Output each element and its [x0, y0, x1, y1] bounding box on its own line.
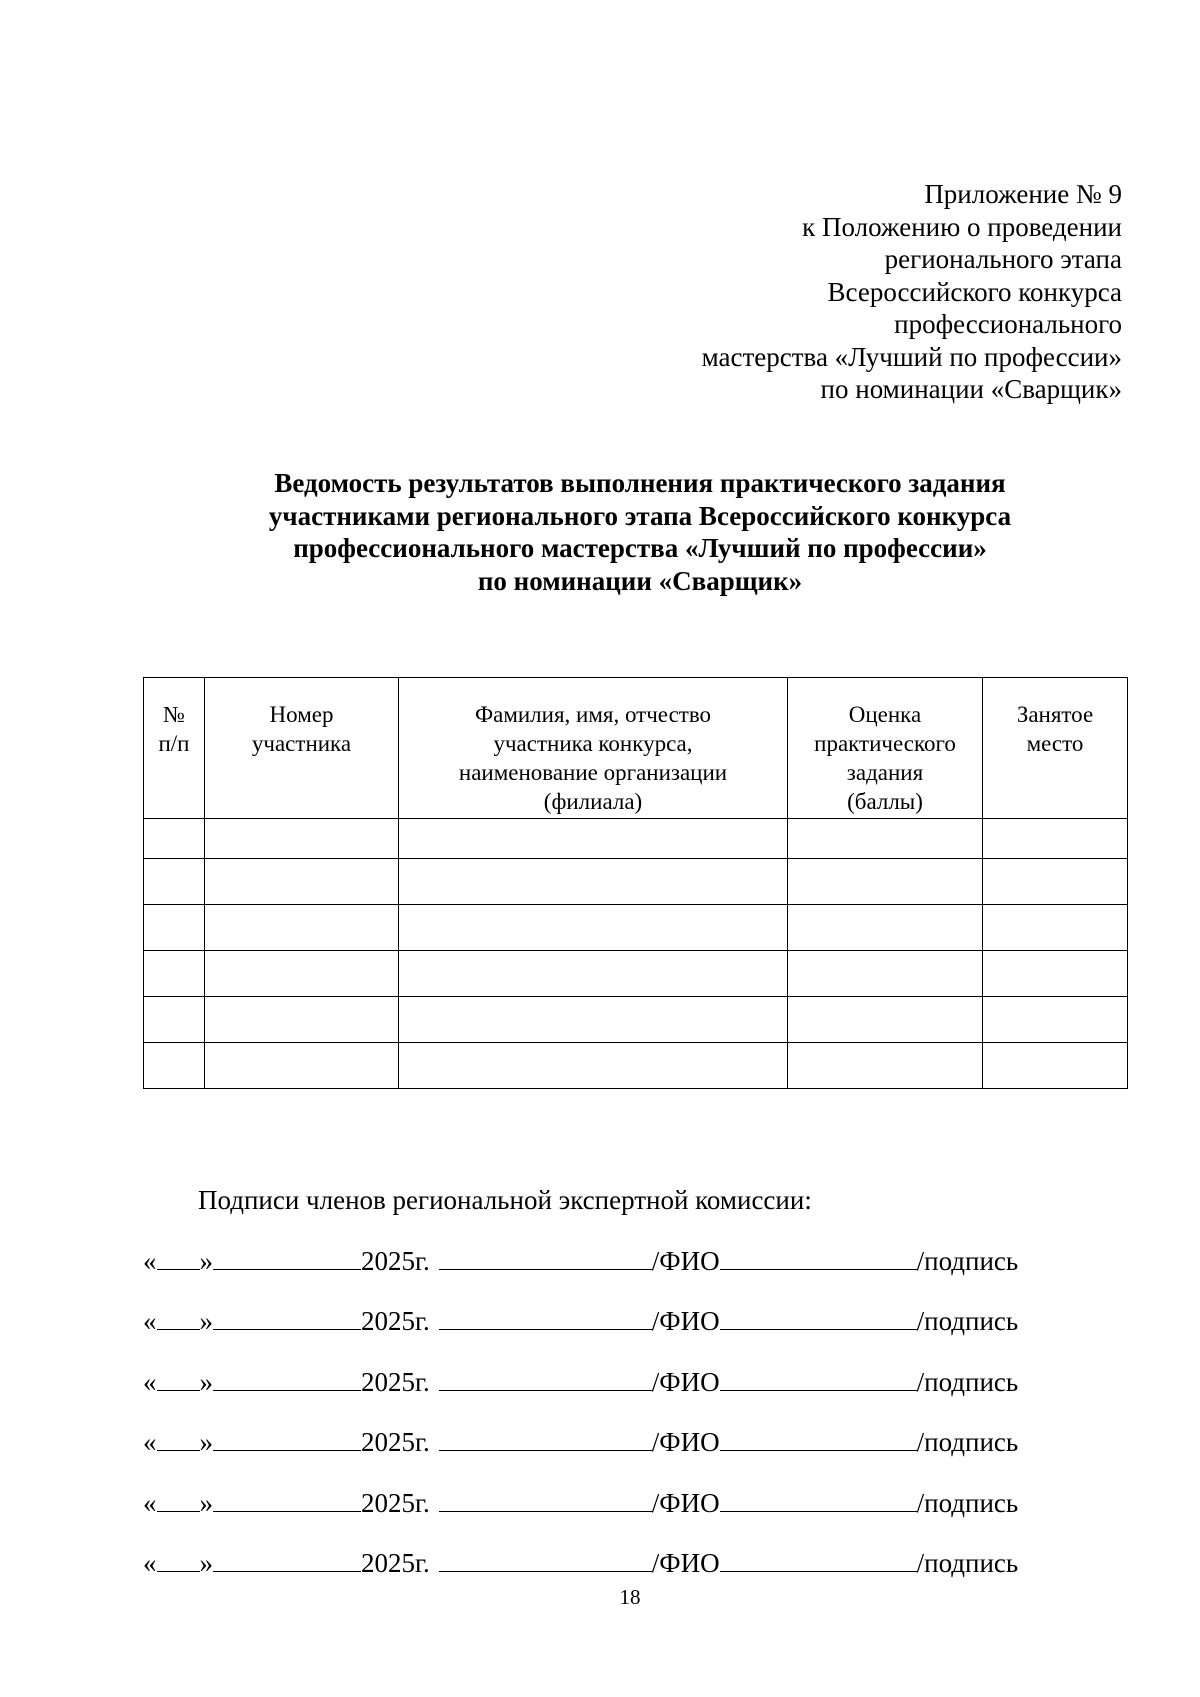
header-participant-name: Фамилия, имя, отчество участника конкурса, наименование организации (филиала): [399, 678, 788, 819]
signature-label: /подпись: [916, 1246, 1019, 1276]
table-cell[interactable]: [983, 951, 1128, 997]
open-quote: «: [143, 1548, 157, 1578]
day-blank[interactable]: [157, 1547, 200, 1572]
title-line: Ведомость результатов выполнения практического задания: [274, 468, 1006, 498]
table-header-row: [144, 678, 1128, 819]
fio-label: /ФИО: [651, 1487, 720, 1518]
table-cell[interactable]: [205, 859, 399, 905]
open-quote: «: [143, 1306, 157, 1337]
table-cell[interactable]: [144, 951, 205, 997]
title-line: участниками регионального этапа Всероссийского конкурса: [268, 500, 1012, 531]
signature-line: [143, 1487, 1127, 1527]
signature-blank[interactable]: [720, 1366, 917, 1391]
fio-label: /ФИО: [651, 1548, 720, 1578]
day-blank[interactable]: [157, 1487, 200, 1512]
close-quote: »: [199, 1427, 213, 1458]
signature-blank[interactable]: [720, 1245, 917, 1270]
table-cell[interactable]: [144, 997, 205, 1043]
table-cell[interactable]: [399, 819, 788, 859]
fio-label: /ФИО: [651, 1306, 720, 1337]
year-label: 2025г.: [361, 1306, 430, 1337]
year-label: 2025г.: [361, 1366, 430, 1397]
title-line: по номинации «Сварщик»: [477, 565, 803, 596]
appendix-line: к Положению о проведении: [802, 211, 1122, 242]
appendix-line: профессионального: [894, 309, 1122, 339]
table-row: [144, 1043, 1128, 1089]
page-number: 18: [619, 1585, 641, 1609]
document-title: [140, 467, 1140, 597]
fio-label: /ФИО: [651, 1366, 720, 1397]
name-blank[interactable]: [439, 1245, 652, 1270]
table-cell[interactable]: [788, 951, 983, 997]
header-participant-number: Номер участника: [205, 678, 399, 819]
table-cell[interactable]: [399, 859, 788, 905]
year-label: 2025г.: [361, 1246, 430, 1276]
table-row: [144, 905, 1128, 951]
table-cell[interactable]: [205, 951, 399, 997]
signature-blank[interactable]: [720, 1547, 917, 1572]
month-blank[interactable]: [213, 1305, 361, 1330]
day-blank[interactable]: [157, 1245, 200, 1270]
close-quote: »: [199, 1548, 213, 1578]
appendix-line: по номинации «Сварщик»: [820, 374, 1122, 404]
day-blank[interactable]: [157, 1426, 200, 1451]
open-quote: «: [143, 1246, 157, 1276]
year-label: 2025г.: [361, 1548, 430, 1578]
appendix-line: регионального этапа: [884, 244, 1122, 274]
name-blank[interactable]: [439, 1547, 652, 1572]
signature-line: [143, 1366, 1127, 1406]
day-blank[interactable]: [157, 1366, 200, 1391]
month-blank[interactable]: [213, 1366, 361, 1391]
signatures-heading: Подписи членов региональной экспертной комиссии:: [198, 1185, 812, 1215]
table-row: [144, 951, 1128, 997]
open-quote: «: [143, 1427, 157, 1458]
table-cell[interactable]: [788, 1043, 983, 1089]
month-blank[interactable]: [213, 1426, 361, 1451]
signature-label: /подпись: [916, 1427, 1019, 1458]
table-row: [144, 997, 1128, 1043]
signature-line: [143, 1547, 1127, 1587]
close-quote: »: [199, 1246, 213, 1276]
appendix-line: Приложение № 9: [924, 179, 1122, 209]
day-blank[interactable]: [157, 1305, 200, 1330]
header-number: № п/п: [144, 678, 205, 819]
name-blank[interactable]: [439, 1366, 652, 1391]
name-blank[interactable]: [439, 1487, 652, 1512]
signature-blank[interactable]: [720, 1426, 917, 1451]
month-blank[interactable]: [213, 1547, 361, 1572]
table-cell[interactable]: [788, 997, 983, 1043]
table-cell[interactable]: [205, 1043, 399, 1089]
table-row: [144, 859, 1128, 905]
name-blank[interactable]: [439, 1305, 652, 1330]
table-cell[interactable]: [144, 819, 205, 859]
signature-line: [143, 1245, 1127, 1285]
table-cell[interactable]: [788, 859, 983, 905]
table-cell[interactable]: [788, 819, 983, 859]
signature-label: /подпись: [916, 1366, 1019, 1397]
table-cell[interactable]: [983, 1043, 1128, 1089]
results-table: [143, 677, 1128, 1089]
appendix-line: мастерства «Лучший по профессии»: [701, 341, 1122, 372]
signature-label: /подпись: [916, 1306, 1019, 1337]
table-cell[interactable]: [144, 859, 205, 905]
title-line: профессионального мастерства «Лучший по профессии»: [293, 533, 987, 563]
year-label: 2025г.: [361, 1427, 430, 1458]
table-cell[interactable]: [144, 905, 205, 951]
appendix-line: Всероссийского конкурса: [827, 276, 1122, 307]
close-quote: »: [199, 1306, 213, 1337]
close-quote: »: [199, 1487, 213, 1518]
signature-line: [143, 1426, 1127, 1466]
fio-label: /ФИО: [651, 1427, 720, 1458]
fio-label: /ФИО: [651, 1246, 720, 1276]
signature-line: [143, 1305, 1127, 1345]
table-cell[interactable]: [205, 997, 399, 1043]
table-cell[interactable]: [399, 1043, 788, 1089]
signature-label: /подпись: [916, 1548, 1019, 1578]
appendix-block: [562, 178, 1122, 406]
month-blank[interactable]: [213, 1245, 361, 1270]
signature-blank[interactable]: [720, 1487, 917, 1512]
table-cell[interactable]: [983, 905, 1128, 951]
table-cell[interactable]: [399, 997, 788, 1043]
table-cell[interactable]: [144, 1043, 205, 1089]
open-quote: «: [143, 1487, 157, 1518]
year-label: 2025г.: [361, 1487, 430, 1518]
table-cell[interactable]: [399, 905, 788, 951]
header-place: Занятое место: [983, 678, 1128, 819]
table-cell[interactable]: [983, 819, 1128, 859]
table-cell[interactable]: [788, 905, 983, 951]
signature-label: /подпись: [916, 1487, 1019, 1518]
open-quote: «: [143, 1366, 157, 1397]
close-quote: »: [199, 1366, 213, 1397]
month-blank[interactable]: [213, 1487, 361, 1512]
header-score: Оценка практического задания (баллы): [788, 678, 983, 819]
signature-blank[interactable]: [720, 1305, 917, 1330]
table-cell[interactable]: [205, 819, 399, 859]
name-blank[interactable]: [439, 1426, 652, 1451]
table-cell[interactable]: [983, 997, 1128, 1043]
table-cell[interactable]: [399, 951, 788, 997]
table-cell[interactable]: [983, 859, 1128, 905]
table-cell[interactable]: [205, 905, 399, 951]
table-row: [144, 819, 1128, 859]
